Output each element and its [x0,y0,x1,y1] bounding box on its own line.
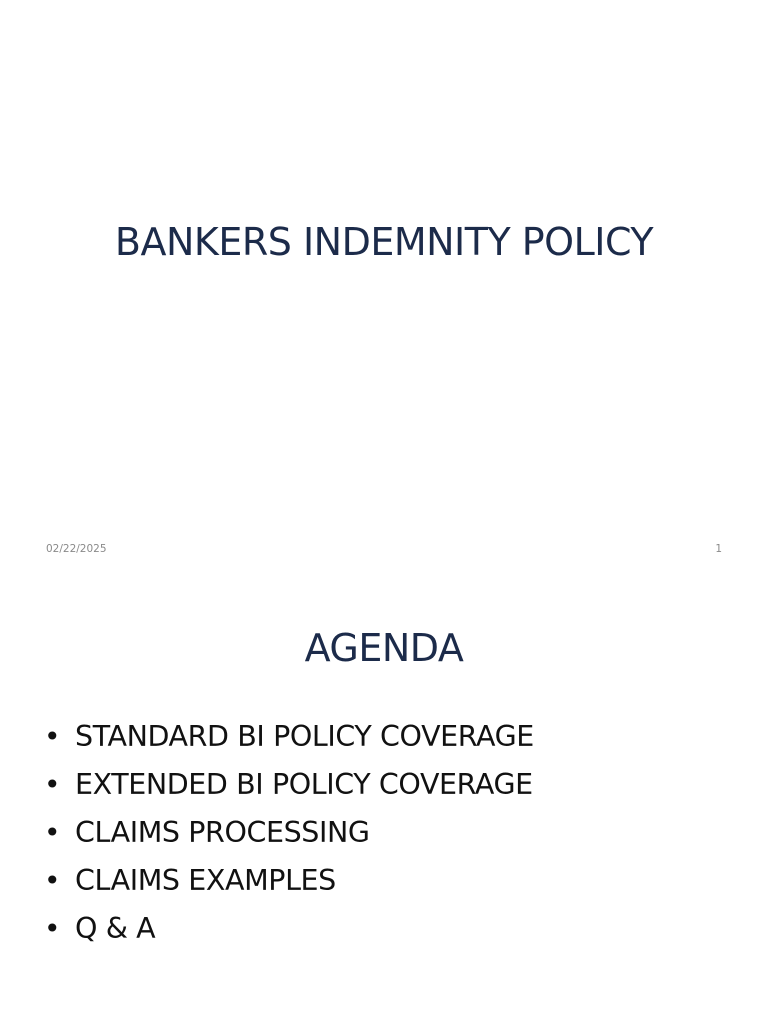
bullet-icon: • [44,720,61,753]
agenda-list [44,717,534,957]
list-item-text: STANDARD BI POLICY COVERAGE [75,720,534,753]
slide-title: BANKERS INDEMNITY POLICY [114,220,654,264]
list-item-text: CLAIMS PROCESSING [75,816,370,849]
slide-date: 02/22/2025 [46,543,107,555]
list-item-text: Q & A [75,912,156,945]
list-item-text: EXTENDED BI POLICY COVERAGE [75,768,533,801]
list-item [44,717,534,765]
agenda-slide [0,576,768,1024]
list-item [44,813,534,861]
list-item [44,909,534,957]
slide-number: 1 [715,543,722,555]
list-item [44,765,534,813]
bullet-icon: • [44,768,61,801]
bullet-icon: • [44,912,61,945]
bullet-icon: • [44,864,61,897]
list-item [44,861,534,909]
bullet-icon: • [44,816,61,849]
list-item-text: CLAIMS EXAMPLES [75,864,336,897]
agenda-title: AGENDA [304,626,464,670]
